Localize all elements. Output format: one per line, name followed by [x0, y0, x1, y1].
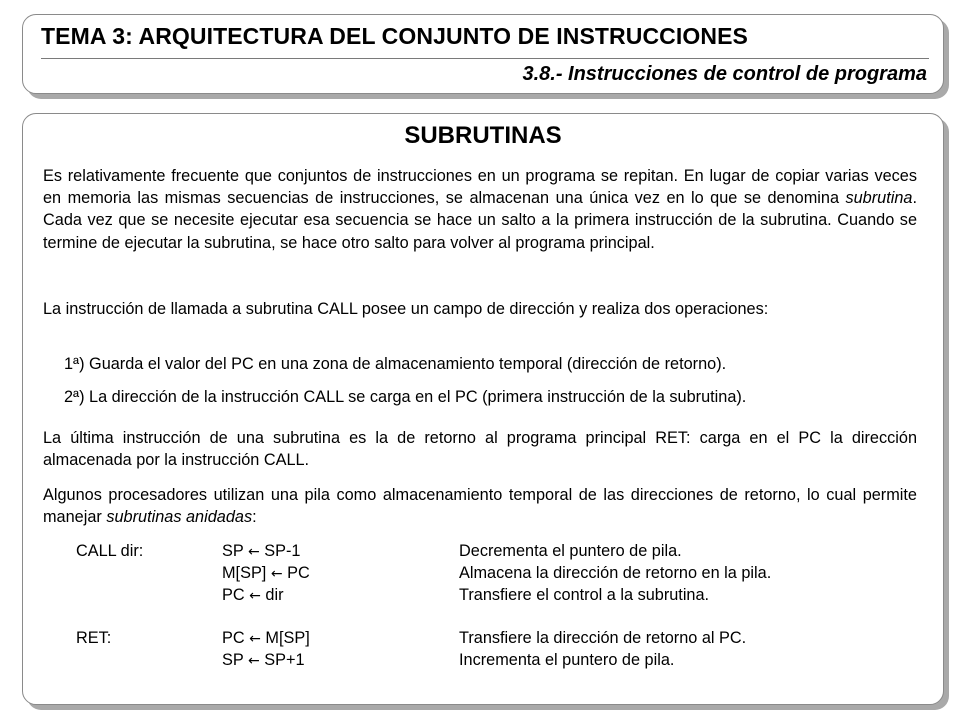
header-panel	[22, 14, 944, 94]
intro-emphasis: subrutina	[845, 189, 913, 208]
stack-paragraph	[43, 484, 917, 528]
stack-text-end: :	[252, 508, 257, 527]
call-op-2-description: Almacena la dirección de retorno en la pila.	[459, 564, 772, 582]
section-title: SUBRUTINAS	[404, 122, 562, 149]
left-arrow-icon: ←	[249, 631, 261, 647]
op-destination: SP	[222, 651, 244, 669]
slide-subtitle: 3.8.- Instrucciones de control de programa	[522, 63, 927, 85]
ret-paragraph: La última instrucción de una subrutina es la de retorno al programa principal RET: carga en el PC la dirección almacenada por la instrucción CALL.	[43, 429, 917, 470]
slide-title: TEMA 3: ARQUITECTURA DEL CONJUNTO DE INSTRUCCIONES	[41, 23, 748, 49]
ret-op-2	[222, 649, 305, 672]
left-arrow-icon: ←	[270, 566, 283, 582]
op-destination: SP	[222, 542, 244, 560]
content-panel	[22, 113, 944, 705]
call-op-3-description: Transfiere el control a la subrutina.	[459, 586, 710, 604]
left-arrow-icon: ←	[247, 653, 260, 669]
call-paragraph: La instrucción de llamada a subrutina CALL posee un campo de dirección y realiza dos operaciones:	[43, 300, 769, 318]
call-op-1-description: Decrementa el puntero de pila.	[459, 542, 682, 560]
call-step-2: 2ª) La dirección de la instrucción CALL se carga en el PC (primera instrucción de la subrutina).	[64, 388, 747, 406]
op-source: SP-1	[264, 542, 301, 560]
op-source: PC	[287, 564, 310, 582]
ret-op-1-description: Transfiere la dirección de retorno al PC.	[459, 629, 747, 647]
left-arrow-icon: ←	[249, 588, 261, 604]
ret-op-2-description: Incrementa el puntero de pila.	[459, 651, 675, 669]
title-divider	[41, 58, 929, 59]
call-op-1	[222, 540, 300, 563]
op-destination: PC	[222, 586, 245, 604]
call-instruction-label: CALL dir:	[76, 542, 144, 560]
left-arrow-icon: ←	[247, 544, 260, 560]
stack-emphasis: subrutinas anidadas	[106, 508, 253, 527]
op-source: dir	[265, 586, 284, 604]
intro-paragraph	[43, 165, 917, 254]
ret-instruction-label: RET:	[76, 629, 112, 647]
intro-text-start: Es relativamente frecuente que conjuntos de instrucciones en un programa se repitan. En lugar de copiar varias veces en memoria las mismas secuencias de instrucciones, se almacenan una única vez en lo que se denomina	[43, 167, 917, 208]
call-op-3	[222, 584, 284, 607]
stack-text-start: Algunos procesadores utilizan una pila como almacenamiento temporal de las direcciones de retorno, lo cual permite manejar	[43, 486, 917, 527]
intro-text-end: . Cada vez que se necesite ejecutar esa secuencia se hace un salto a la primera instrucción de la subrutina. Cuando se termine de ejecutar la subrutina, se hace otro salto para volver al programa principal.	[43, 189, 917, 252]
op-destination: PC	[222, 629, 245, 647]
call-op-2	[222, 562, 310, 585]
call-step-1: 1ª) Guarda el valor del PC en una zona de almacenamiento temporal (dirección de retorno).	[64, 355, 727, 373]
op-destination: M[SP]	[222, 564, 267, 582]
op-source: M[SP]	[265, 629, 310, 647]
op-source: SP+1	[264, 651, 305, 669]
ret-op-1	[222, 627, 310, 650]
